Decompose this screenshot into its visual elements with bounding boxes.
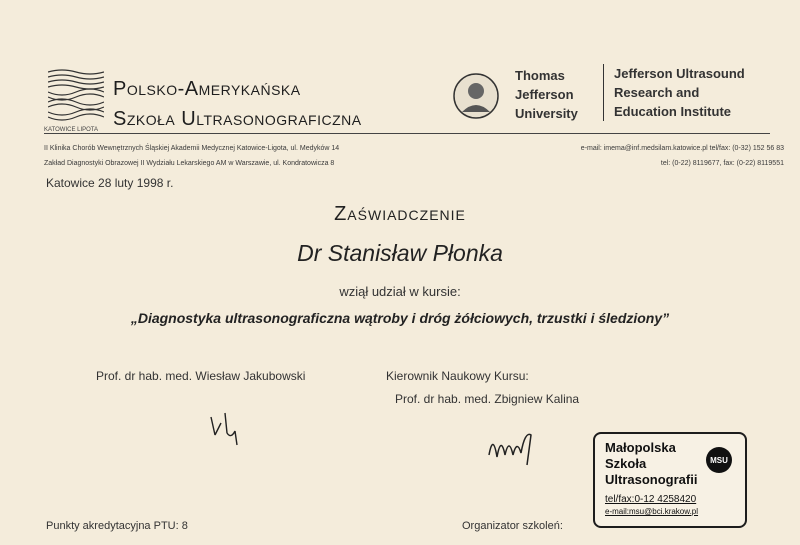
tju-line1: Thomas bbox=[515, 68, 565, 83]
stamp-line3: Ultrasonografii bbox=[605, 472, 698, 487]
jur-name bbox=[603, 64, 745, 121]
school-name bbox=[113, 74, 362, 134]
organizer-label: Organizator szkoleń: bbox=[462, 520, 563, 532]
logo-caption: KATOWICE LIPOTA bbox=[44, 127, 99, 133]
address-right: e-mail: imema@inf.medsilam.katowice.pl tel/fax: (0-32) 152 56 83 bbox=[580, 145, 784, 152]
address-left: II Klinika Chorób Wewnętrznych Śląskiej Akademii Medycznej Katowice-Ligota, ul. Medyków 14 bbox=[44, 145, 340, 152]
tju-name bbox=[515, 66, 578, 123]
address-row bbox=[44, 145, 784, 152]
tju-line2: Jefferson bbox=[515, 87, 574, 102]
participation-text: wziął udział w kursie: bbox=[339, 284, 461, 299]
signature-left bbox=[205, 405, 245, 453]
signatory-right-name: Prof. dr hab. med. Zbigniew Kalina bbox=[395, 392, 580, 406]
jefferson-portrait-icon bbox=[452, 72, 500, 120]
course-title: „Diagnostyka ultrasonograficzna wątroby i dróg żółciowych, trzustki i śledziony” bbox=[130, 310, 670, 326]
signatory-right-role: Kierownik Naukowy Kursu: bbox=[386, 369, 529, 383]
address-row bbox=[44, 160, 784, 167]
jur-line3: Education Institute bbox=[614, 104, 731, 119]
signatory-left: Prof. dr hab. med. Wiesław Jakubowski bbox=[96, 369, 306, 383]
signature-right bbox=[485, 425, 545, 470]
address-left: Zakład Diagnostyki Obrazowej II Wydziału Lekarskiego AM w Warszawie, ul. Kondratowicza 8 bbox=[44, 160, 335, 167]
tju-line3: University bbox=[515, 106, 578, 121]
issue-date: Katowice 28 luty 1998 r. bbox=[46, 176, 174, 190]
stamp-line2: Szkoła bbox=[605, 456, 647, 471]
jur-line2: Research and bbox=[614, 85, 700, 100]
certificate-title: Zaświadczenie bbox=[334, 203, 466, 225]
recipient-name: Dr Stanisław Płonka bbox=[297, 240, 503, 266]
school-name-line1: Polsko-Amerykańska bbox=[113, 78, 301, 100]
school-name-line2: Szkoła Ultrasonograficzna bbox=[113, 108, 362, 130]
stamp-line1: Małopolska bbox=[605, 440, 676, 455]
organizer-stamp bbox=[593, 432, 747, 528]
jur-line1: Jefferson Ultrasound bbox=[614, 66, 745, 81]
accreditation-points: Punkty akredytacyjna PTU: 8 bbox=[46, 520, 188, 532]
stamp-email: e-mail:msu@bci.krakow.pl bbox=[605, 507, 699, 516]
address-right: tel: (0-22) 8119677, fax: (0-22) 8119551 bbox=[660, 160, 784, 167]
stamp-name bbox=[605, 440, 697, 488]
school-logo-icon bbox=[48, 68, 104, 124]
header-divider bbox=[44, 133, 770, 134]
stamp-badge: MSU bbox=[706, 447, 732, 473]
stamp-phone: tel/fax:0-12 4258420 bbox=[605, 494, 697, 505]
